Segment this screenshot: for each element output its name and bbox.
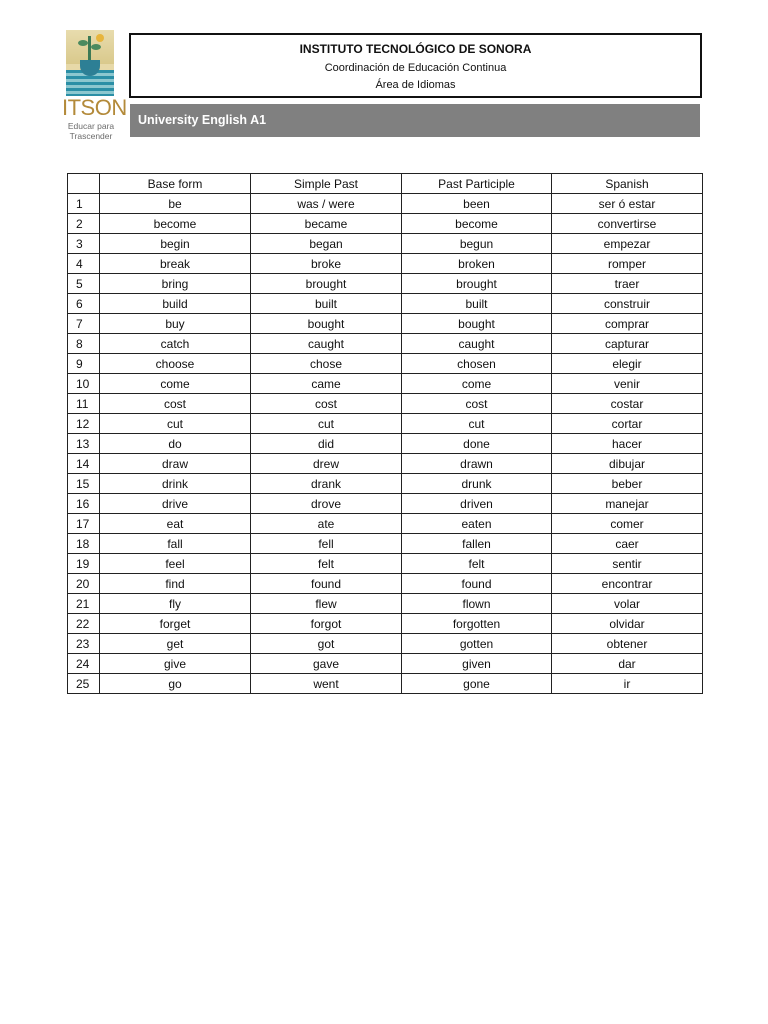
- row-number: 4: [68, 254, 100, 274]
- spanish-cell: cortar: [552, 414, 703, 434]
- row-number: 2: [68, 214, 100, 234]
- row-number: 13: [68, 434, 100, 454]
- row-number: 18: [68, 534, 100, 554]
- simple-past-cell: fell: [251, 534, 402, 554]
- past-participle-cell: drawn: [402, 454, 552, 474]
- row-number: 8: [68, 334, 100, 354]
- spanish-cell: encontrar: [552, 574, 703, 594]
- table-row: [68, 394, 703, 414]
- base-form-cell: find: [100, 574, 251, 594]
- simple-past-cell: brought: [251, 274, 402, 294]
- spanish-header: Spanish: [552, 174, 703, 194]
- logo-tagline: [62, 121, 120, 141]
- base-form-cell: cost: [100, 394, 251, 414]
- simple-past-cell: flew: [251, 594, 402, 614]
- table-row: [68, 214, 703, 234]
- base-form-cell: choose: [100, 354, 251, 374]
- past-participle-cell: chosen: [402, 354, 552, 374]
- table-row: [68, 334, 703, 354]
- spanish-cell: construir: [552, 294, 703, 314]
- row-number: 9: [68, 354, 100, 374]
- table-row: [68, 234, 703, 254]
- simple-past-cell: chose: [251, 354, 402, 374]
- past-participle-cell: become: [402, 214, 552, 234]
- course-title: University English A1: [138, 113, 267, 127]
- spanish-cell: ser ó estar: [552, 194, 703, 214]
- row-number: 16: [68, 494, 100, 514]
- table-row: [68, 574, 703, 594]
- spanish-cell: volar: [552, 594, 703, 614]
- past-participle-cell: felt: [402, 554, 552, 574]
- base-form-cell: fly: [100, 594, 251, 614]
- row-number: 10: [68, 374, 100, 394]
- table-row: [68, 194, 703, 214]
- spanish-cell: capturar: [552, 334, 703, 354]
- base-form-cell: fall: [100, 534, 251, 554]
- row-number: 21: [68, 594, 100, 614]
- row-number: 5: [68, 274, 100, 294]
- base-form-cell: come: [100, 374, 251, 394]
- past-participle-cell: drunk: [402, 474, 552, 494]
- simple-past-cell: ate: [251, 514, 402, 534]
- past-participle-cell: come: [402, 374, 552, 394]
- logo-name: ITSON: [62, 95, 127, 120]
- table-row: [68, 314, 703, 334]
- simple-past-cell: caught: [251, 334, 402, 354]
- logo-tagline-line1: Educar para: [67, 121, 115, 131]
- simple-past-header: Simple Past: [251, 174, 402, 194]
- simple-past-cell: cut: [251, 414, 402, 434]
- table-row: [68, 594, 703, 614]
- row-number: 14: [68, 454, 100, 474]
- row-number: 25: [68, 674, 100, 694]
- simple-past-cell: felt: [251, 554, 402, 574]
- spanish-cell: ir: [552, 674, 703, 694]
- table-header-row: [68, 174, 703, 194]
- spanish-cell: traer: [552, 274, 703, 294]
- table-row: [68, 654, 703, 674]
- spanish-cell: obtener: [552, 634, 703, 654]
- table-row: [68, 454, 703, 474]
- past-participle-cell: bought: [402, 314, 552, 334]
- spanish-cell: manejar: [552, 494, 703, 514]
- table-row: [68, 534, 703, 554]
- base-form-cell: begin: [100, 234, 251, 254]
- past-participle-cell: caught: [402, 334, 552, 354]
- simple-past-cell: went: [251, 674, 402, 694]
- spanish-cell: venir: [552, 374, 703, 394]
- base-form-cell: eat: [100, 514, 251, 534]
- simple-past-cell: did: [251, 434, 402, 454]
- row-number: 1: [68, 194, 100, 214]
- logo-tagline-line2: Trascender: [69, 131, 113, 141]
- spanish-cell: elegir: [552, 354, 703, 374]
- past-participle-cell: fallen: [402, 534, 552, 554]
- table-row: [68, 374, 703, 394]
- past-participle-cell: built: [402, 294, 552, 314]
- row-number: 7: [68, 314, 100, 334]
- simple-past-cell: bought: [251, 314, 402, 334]
- past-participle-cell: been: [402, 194, 552, 214]
- number-column-header: [68, 174, 100, 194]
- row-number: 23: [68, 634, 100, 654]
- spanish-cell: costar: [552, 394, 703, 414]
- past-participle-cell: cost: [402, 394, 552, 414]
- base-form-cell: give: [100, 654, 251, 674]
- row-number: 12: [68, 414, 100, 434]
- header-box: [129, 33, 702, 98]
- past-participle-cell: flown: [402, 594, 552, 614]
- table-row: [68, 254, 703, 274]
- simple-past-cell: drove: [251, 494, 402, 514]
- spanish-cell: comer: [552, 514, 703, 534]
- past-participle-header: Past Participle: [402, 174, 552, 194]
- past-participle-cell: broken: [402, 254, 552, 274]
- spanish-cell: beber: [552, 474, 703, 494]
- row-number: 19: [68, 554, 100, 574]
- institution-title: INSTITUTO TECNOLÓGICO DE SONORA: [299, 42, 532, 56]
- base-form-cell: buy: [100, 314, 251, 334]
- department-name: Coordinación de Educación Continua: [324, 62, 507, 74]
- spanish-cell: sentir: [552, 554, 703, 574]
- base-form-cell: cut: [100, 414, 251, 434]
- base-form-cell: draw: [100, 454, 251, 474]
- base-form-cell: be: [100, 194, 251, 214]
- row-number: 11: [68, 394, 100, 414]
- past-participle-cell: begun: [402, 234, 552, 254]
- area-name: Área de Idiomas: [375, 79, 456, 91]
- past-participle-cell: found: [402, 574, 552, 594]
- past-participle-cell: done: [402, 434, 552, 454]
- table-row: [68, 294, 703, 314]
- spanish-cell: convertirse: [552, 214, 703, 234]
- past-participle-cell: eaten: [402, 514, 552, 534]
- spanish-cell: comprar: [552, 314, 703, 334]
- past-participle-cell: cut: [402, 414, 552, 434]
- spanish-cell: empezar: [552, 234, 703, 254]
- itson-logo: [62, 30, 127, 142]
- past-participle-cell: gone: [402, 674, 552, 694]
- spanish-cell: dar: [552, 654, 703, 674]
- table-row: [68, 414, 703, 434]
- spanish-cell: olvidar: [552, 614, 703, 634]
- simple-past-cell: was / were: [251, 194, 402, 214]
- row-number: 17: [68, 514, 100, 534]
- table-body: [68, 194, 703, 694]
- base-form-cell: do: [100, 434, 251, 454]
- simple-past-cell: came: [251, 374, 402, 394]
- spanish-cell: hacer: [552, 434, 703, 454]
- spanish-cell: caer: [552, 534, 703, 554]
- simple-past-cell: became: [251, 214, 402, 234]
- table-row: [68, 274, 703, 294]
- past-participle-cell: forgotten: [402, 614, 552, 634]
- simple-past-cell: gave: [251, 654, 402, 674]
- base-form-cell: drink: [100, 474, 251, 494]
- row-number: 15: [68, 474, 100, 494]
- past-participle-cell: driven: [402, 494, 552, 514]
- base-form-cell: get: [100, 634, 251, 654]
- row-number: 6: [68, 294, 100, 314]
- spanish-cell: dibujar: [552, 454, 703, 474]
- base-form-cell: become: [100, 214, 251, 234]
- table-row: [68, 614, 703, 634]
- irregular-verbs-table: [67, 173, 703, 694]
- row-number: 22: [68, 614, 100, 634]
- logo-emblem-icon: [66, 30, 114, 96]
- simple-past-cell: got: [251, 634, 402, 654]
- base-form-cell: break: [100, 254, 251, 274]
- course-bar: [130, 104, 700, 137]
- simple-past-cell: found: [251, 574, 402, 594]
- spanish-cell: romper: [552, 254, 703, 274]
- base-form-cell: drive: [100, 494, 251, 514]
- past-participle-cell: given: [402, 654, 552, 674]
- base-form-cell: catch: [100, 334, 251, 354]
- row-number: 3: [68, 234, 100, 254]
- past-participle-cell: gotten: [402, 634, 552, 654]
- simple-past-cell: drew: [251, 454, 402, 474]
- row-number: 20: [68, 574, 100, 594]
- table-row: [68, 514, 703, 534]
- table-row: [68, 674, 703, 694]
- base-form-cell: forget: [100, 614, 251, 634]
- table-row: [68, 434, 703, 454]
- table-row: [68, 354, 703, 374]
- simple-past-cell: broke: [251, 254, 402, 274]
- base-form-cell: build: [100, 294, 251, 314]
- simple-past-cell: drank: [251, 474, 402, 494]
- past-participle-cell: brought: [402, 274, 552, 294]
- base-form-cell: bring: [100, 274, 251, 294]
- simple-past-cell: cost: [251, 394, 402, 414]
- table-row: [68, 474, 703, 494]
- table-row: [68, 634, 703, 654]
- table-row: [68, 554, 703, 574]
- simple-past-cell: began: [251, 234, 402, 254]
- row-number: 24: [68, 654, 100, 674]
- base-form-header: Base form: [100, 174, 251, 194]
- simple-past-cell: built: [251, 294, 402, 314]
- base-form-cell: go: [100, 674, 251, 694]
- base-form-cell: feel: [100, 554, 251, 574]
- table-row: [68, 494, 703, 514]
- simple-past-cell: forgot: [251, 614, 402, 634]
